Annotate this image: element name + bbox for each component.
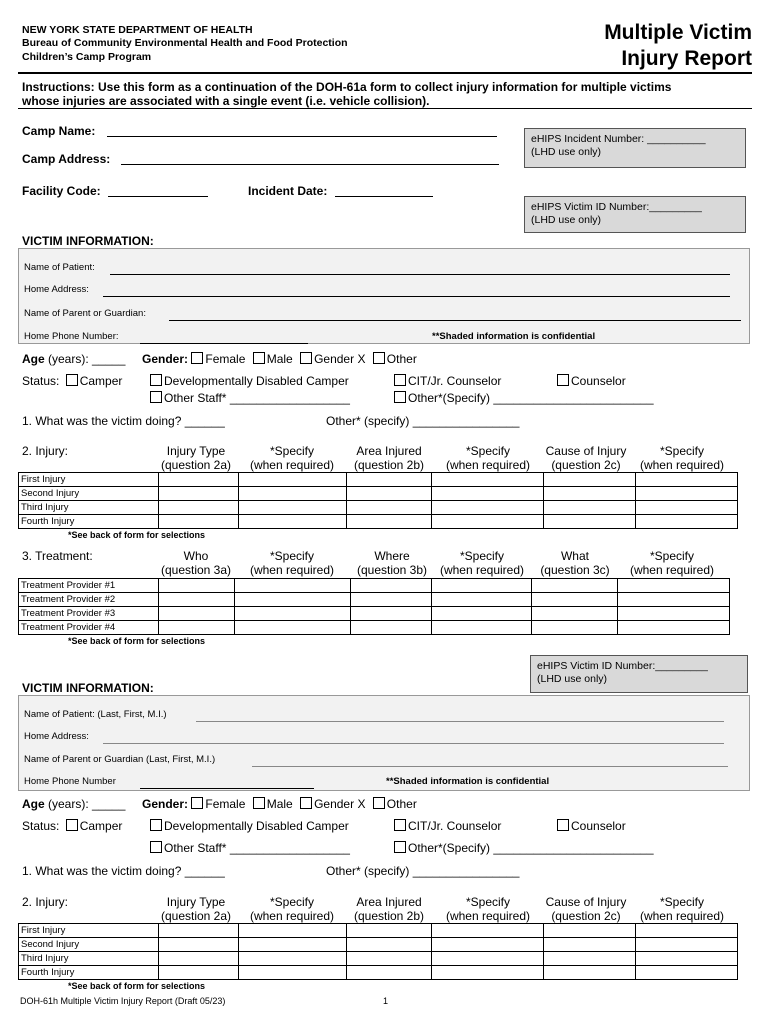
injury-col-header: *Specify (when required): [639, 895, 725, 923]
other-staff-checkbox[interactable]: [150, 391, 162, 403]
age-field[interactable]: [22, 352, 125, 366]
camper-label: Camper: [79, 374, 123, 388]
table-cell[interactable]: [432, 473, 544, 487]
table-row: [19, 952, 738, 966]
injury-col-header: *Specify (when required): [639, 444, 725, 472]
table-cell[interactable]: [544, 473, 636, 487]
table-cell[interactable]: [636, 501, 738, 515]
table-cell[interactable]: [158, 621, 234, 635]
table-row: [19, 487, 738, 501]
treatment-col-header: What (question 3c): [540, 549, 610, 577]
table-cell[interactable]: [346, 515, 432, 529]
row-label: Third Injury: [19, 952, 159, 966]
table-cell[interactable]: [158, 938, 238, 952]
table-cell[interactable]: [432, 501, 544, 515]
table-cell[interactable]: [636, 473, 738, 487]
female-label: Female: [205, 352, 246, 366]
table-row: [19, 607, 730, 621]
age-unit: (years): _____: [44, 352, 126, 366]
table-cell[interactable]: [158, 501, 238, 515]
ehips-victim-id-label: eHIPS Victim ID Number:_________: [537, 660, 708, 672]
home-phone-field[interactable]: [140, 343, 308, 344]
injury-col-header: Cause of Injury (question 2c): [545, 444, 627, 472]
table-cell[interactable]: [532, 607, 618, 621]
instructions-divider: [18, 108, 752, 109]
parent-name-field[interactable]: [169, 320, 741, 321]
injury-col-header: Injury Type (question 2a): [160, 444, 232, 472]
other-specify-checkbox[interactable]: [394, 841, 406, 853]
gender-other-checkbox[interactable]: [373, 797, 385, 809]
camper-checkbox[interactable]: [66, 374, 78, 386]
camper-label: Camper: [79, 819, 123, 833]
home-address-label: Home Address:: [24, 284, 89, 295]
table-cell[interactable]: [234, 607, 350, 621]
dev-disabled-checkbox[interactable]: [150, 374, 162, 386]
facility-code-label: Facility Code:: [22, 184, 101, 198]
table-cell[interactable]: [158, 593, 234, 607]
gender-group-2: [142, 797, 417, 811]
table-cell[interactable]: [618, 593, 730, 607]
table-cell[interactable]: [432, 924, 544, 938]
row-label: Fourth Injury: [19, 515, 159, 529]
table-cell[interactable]: [158, 607, 234, 621]
row-label: First Injury: [19, 473, 159, 487]
ehips-lhd-note: (LHD use only): [537, 673, 608, 685]
table-row: [19, 621, 730, 635]
table-cell[interactable]: [234, 593, 350, 607]
table-cell[interactable]: [346, 924, 432, 938]
injury-col-header: *Specify (when required): [249, 444, 335, 472]
injury-col-header: *Specify (when required): [445, 444, 531, 472]
ehips-lhd-note: (LHD use only): [531, 146, 602, 158]
table-cell[interactable]: [158, 515, 238, 529]
row-label: Fourth Injury: [19, 966, 159, 980]
table-cell[interactable]: [618, 607, 730, 621]
agency-name: NEW YORK STATE DEPARTMENT OF HEALTH: [22, 24, 253, 36]
injury-col-header: *Specify (when required): [445, 895, 531, 923]
table-cell[interactable]: [544, 966, 636, 980]
counselor-checkbox[interactable]: [557, 819, 569, 831]
dev-disabled-label: Developmentally Disabled Camper: [164, 374, 349, 388]
injury-col-header: *Specify (when required): [249, 895, 335, 923]
form-title-line2: Injury Report: [621, 47, 752, 70]
cit-option: [394, 374, 501, 388]
table-cell[interactable]: [432, 966, 544, 980]
female-label: Female: [205, 797, 246, 811]
table-cell[interactable]: [544, 938, 636, 952]
table-cell[interactable]: [636, 938, 738, 952]
header-divider: [18, 72, 752, 74]
table-cell[interactable]: [544, 924, 636, 938]
table-cell[interactable]: [618, 621, 730, 635]
ehips-victim-id-label: eHIPS Victim ID Number:_________: [531, 201, 702, 213]
other-staff-checkbox[interactable]: [150, 841, 162, 853]
treatment-table-note: *See back of form for selections: [68, 636, 206, 646]
table-cell[interactable]: [238, 966, 346, 980]
row-label: Treatment Provider #3: [19, 607, 159, 621]
table-cell[interactable]: [238, 924, 346, 938]
camp-address-label: Camp Address:: [22, 152, 111, 166]
table-cell[interactable]: [532, 579, 618, 593]
table-cell[interactable]: [346, 487, 432, 501]
home-phone-label-2: Home Phone Number: [24, 776, 116, 787]
table-cell[interactable]: [346, 952, 432, 966]
confidential-note-2: **Shaded information is confidential: [386, 776, 550, 787]
table-cell[interactable]: [532, 593, 618, 607]
parent-name-label-2: Name of Parent or Guardian (Last, First, M.I.): [24, 754, 216, 765]
treatment-col-header: *Specify (when required): [629, 549, 715, 577]
gender-label: Gender:: [142, 797, 189, 811]
cit-checkbox[interactable]: [394, 374, 406, 386]
cit-label: CIT/Jr. Counselor: [408, 819, 502, 833]
camp-name-label: Camp Name:: [22, 124, 96, 138]
counselor-option: [557, 374, 626, 388]
status-group-2: [22, 819, 122, 833]
row-label: First Injury: [19, 924, 159, 938]
table-cell[interactable]: [636, 966, 738, 980]
other-specify-option-2: [394, 841, 654, 855]
ehips-lhd-note: (LHD use only): [531, 214, 602, 226]
age-unit: (years): _____: [44, 797, 126, 811]
parent-name-field-2[interactable]: [252, 766, 728, 767]
page-number: 1: [383, 996, 389, 1006]
row-label: Treatment Provider #4: [19, 621, 159, 635]
home-phone-label: Home Phone Number:: [24, 331, 119, 342]
table-cell[interactable]: [158, 966, 238, 980]
table-cell[interactable]: [350, 621, 432, 635]
ehips-incident-label: eHIPS Incident Number: __________: [531, 133, 706, 145]
table-cell[interactable]: [350, 579, 432, 593]
home-address-label-2: Home Address:: [24, 731, 89, 742]
table-cell[interactable]: [346, 473, 432, 487]
table-cell[interactable]: [350, 593, 432, 607]
patient-name-field[interactable]: [110, 274, 730, 275]
table-row: [19, 473, 738, 487]
victim-info-heading-2: VICTIM INFORMATION:: [22, 681, 154, 695]
table-cell[interactable]: [432, 593, 532, 607]
table-cell[interactable]: [238, 952, 346, 966]
program-name: Children’s Camp Program: [22, 51, 152, 63]
other-staff-label: Other Staff* __________________: [164, 391, 350, 405]
injury-table-2: [18, 923, 738, 980]
confidential-note: **Shaded information is confidential: [432, 331, 596, 342]
table-cell[interactable]: [432, 952, 544, 966]
table-cell[interactable]: [346, 966, 432, 980]
table-row: [19, 515, 738, 529]
camp-name-field[interactable]: [107, 136, 497, 137]
table-cell[interactable]: [158, 487, 238, 501]
injury-table-1: [18, 472, 738, 529]
table-cell[interactable]: [432, 579, 532, 593]
treatment-col-header: Who (question 3a): [160, 549, 232, 577]
age-field-2[interactable]: [22, 797, 125, 811]
activity-other-specify[interactable]: Other* (specify) ________________: [326, 414, 520, 428]
injury-col-header: Injury Type (question 2a): [160, 895, 232, 923]
gender-x-checkbox[interactable]: [300, 797, 312, 809]
injury-col-header: Cause of Injury (question 2c): [545, 895, 627, 923]
treatment-col-header: *Specify (when required): [249, 549, 335, 577]
injury-table-note: *See back of form for selections: [68, 530, 206, 540]
ehips-victim-id-box-1[interactable]: [524, 196, 746, 233]
status-group: [22, 374, 122, 388]
dev-disabled-label: Developmentally Disabled Camper: [164, 819, 349, 833]
age-label: Age: [22, 352, 45, 366]
table-cell[interactable]: [432, 938, 544, 952]
ehips-incident-box[interactable]: [524, 128, 746, 168]
patient-name-field-2[interactable]: [196, 721, 724, 722]
table-row: [19, 966, 738, 980]
facility-code-field[interactable]: [108, 196, 208, 197]
age-label: Age: [22, 797, 45, 811]
injury-label-2: 2. Injury:: [22, 895, 69, 909]
injury-table-note-2: *See back of form for selections: [68, 981, 206, 991]
female-checkbox[interactable]: [191, 797, 203, 809]
table-cell[interactable]: [532, 621, 618, 635]
table-row: [19, 938, 738, 952]
table-cell[interactable]: [346, 938, 432, 952]
other-specify-option: [394, 391, 654, 405]
table-cell[interactable]: [544, 515, 636, 529]
gender-x-checkbox[interactable]: [300, 352, 312, 364]
parent-name-label: Name of Parent or Guardian:: [24, 308, 146, 319]
table-cell[interactable]: [234, 621, 350, 635]
injury-col-header: Area Injured (question 2b): [353, 895, 425, 923]
table-cell[interactable]: [346, 501, 432, 515]
treatment-table: [18, 578, 730, 635]
home-address-field-2[interactable]: [103, 743, 724, 744]
instructions-line2: whose injuries are associated with a single event (i.e. vehicle collision).: [22, 94, 430, 108]
table-cell[interactable]: [158, 924, 238, 938]
table-cell[interactable]: [158, 952, 238, 966]
status-label: Status:: [22, 819, 60, 833]
other-specify-checkbox[interactable]: [394, 391, 406, 403]
treatment-label: 3. Treatment:: [22, 549, 93, 563]
dev-disabled-checkbox[interactable]: [150, 819, 162, 831]
gender-x-label: Gender X: [314, 352, 366, 366]
table-cell[interactable]: [544, 501, 636, 515]
table-cell[interactable]: [238, 501, 346, 515]
counselor-option-2: [557, 819, 626, 833]
treatment-col-header: Where (question 3b): [356, 549, 428, 577]
table-cell[interactable]: [432, 487, 544, 501]
table-cell[interactable]: [238, 515, 346, 529]
table-cell[interactable]: [636, 515, 738, 529]
treatment-col-header: *Specify (when required): [439, 549, 525, 577]
gender-other-checkbox[interactable]: [373, 352, 385, 364]
incident-date-label: Incident Date:: [248, 184, 328, 198]
activity-question-2[interactable]: 1. What was the victim doing? ______: [22, 864, 225, 878]
table-cell[interactable]: [636, 952, 738, 966]
incident-date-field[interactable]: [335, 196, 433, 197]
table-cell[interactable]: [158, 473, 238, 487]
table-row: [19, 593, 730, 607]
male-label: Male: [266, 797, 293, 811]
victim-info-heading-1: VICTIM INFORMATION:: [22, 234, 154, 248]
table-cell[interactable]: [544, 952, 636, 966]
gender-x-label: Gender X: [314, 797, 366, 811]
status-label: Status:: [22, 374, 60, 388]
table-cell[interactable]: [636, 924, 738, 938]
cit-checkbox[interactable]: [394, 819, 406, 831]
activity-other-specify-2[interactable]: Other* (specify) ________________: [326, 864, 520, 878]
form-title-line1: Multiple Victim: [604, 21, 752, 44]
row-label: Treatment Provider #1: [19, 579, 159, 593]
table-cell[interactable]: [158, 579, 234, 593]
patient-name-label: Name of Patient:: [24, 262, 95, 273]
table-cell[interactable]: [350, 607, 432, 621]
other-specify-label: Other*(Specify) ________________________: [408, 391, 654, 405]
instructions-line1: Instructions: Use this form as a continuation of the DOH-61a form to collect injury information for multiple victims: [22, 80, 672, 94]
cit-option-2: [394, 819, 501, 833]
table-cell[interactable]: [432, 515, 544, 529]
male-checkbox[interactable]: [253, 797, 265, 809]
camp-address-field[interactable]: [121, 164, 499, 165]
table-cell[interactable]: [432, 621, 532, 635]
table-cell[interactable]: [636, 487, 738, 501]
male-label: Male: [266, 352, 293, 366]
table-cell[interactable]: [432, 607, 532, 621]
female-checkbox[interactable]: [191, 352, 203, 364]
other-specify-label: Other*(Specify) ________________________: [408, 841, 654, 855]
table-cell[interactable]: [238, 938, 346, 952]
ehips-victim-id-box-2[interactable]: [530, 655, 748, 693]
gender-label: Gender:: [142, 352, 189, 366]
cit-label: CIT/Jr. Counselor: [408, 374, 502, 388]
camper-checkbox[interactable]: [66, 819, 78, 831]
patient-name-label-2: Name of Patient: (Last, First, M.I.): [24, 709, 167, 720]
gender-other-label: Other: [386, 797, 417, 811]
other-staff-option-2: [150, 841, 350, 855]
bureau-name: Bureau of Community Environmental Health and Food Protection: [22, 37, 348, 49]
table-row: [19, 579, 730, 593]
row-label: Second Injury: [19, 938, 159, 952]
counselor-label: Counselor: [571, 819, 626, 833]
table-row: [19, 501, 738, 515]
male-checkbox[interactable]: [253, 352, 265, 364]
activity-question[interactable]: 1. What was the victim doing? ______: [22, 414, 225, 428]
counselor-checkbox[interactable]: [557, 374, 569, 386]
other-staff-label: Other Staff* __________________: [164, 841, 350, 855]
gender-other-label: Other: [386, 352, 417, 366]
row-label: Third Injury: [19, 501, 159, 515]
row-label: Treatment Provider #2: [19, 593, 159, 607]
gender-group: [142, 352, 417, 366]
table-cell[interactable]: [544, 487, 636, 501]
counselor-label: Counselor: [571, 374, 626, 388]
table-cell[interactable]: [618, 579, 730, 593]
dev-disabled-option-2: [150, 819, 349, 833]
table-cell[interactable]: [238, 473, 346, 487]
home-phone-field-2[interactable]: [140, 788, 314, 789]
table-cell[interactable]: [234, 579, 350, 593]
dev-disabled-option: [150, 374, 349, 388]
injury-col-header: Area Injured (question 2b): [353, 444, 425, 472]
row-label: Second Injury: [19, 487, 159, 501]
table-row: [19, 924, 738, 938]
form-id-footer: DOH-61h Multiple Victim Injury Report (Draft 05/23): [20, 996, 226, 1006]
other-staff-option: [150, 391, 350, 405]
home-address-field[interactable]: [103, 296, 730, 297]
injury-label: 2. Injury:: [22, 444, 69, 458]
table-cell[interactable]: [238, 487, 346, 501]
